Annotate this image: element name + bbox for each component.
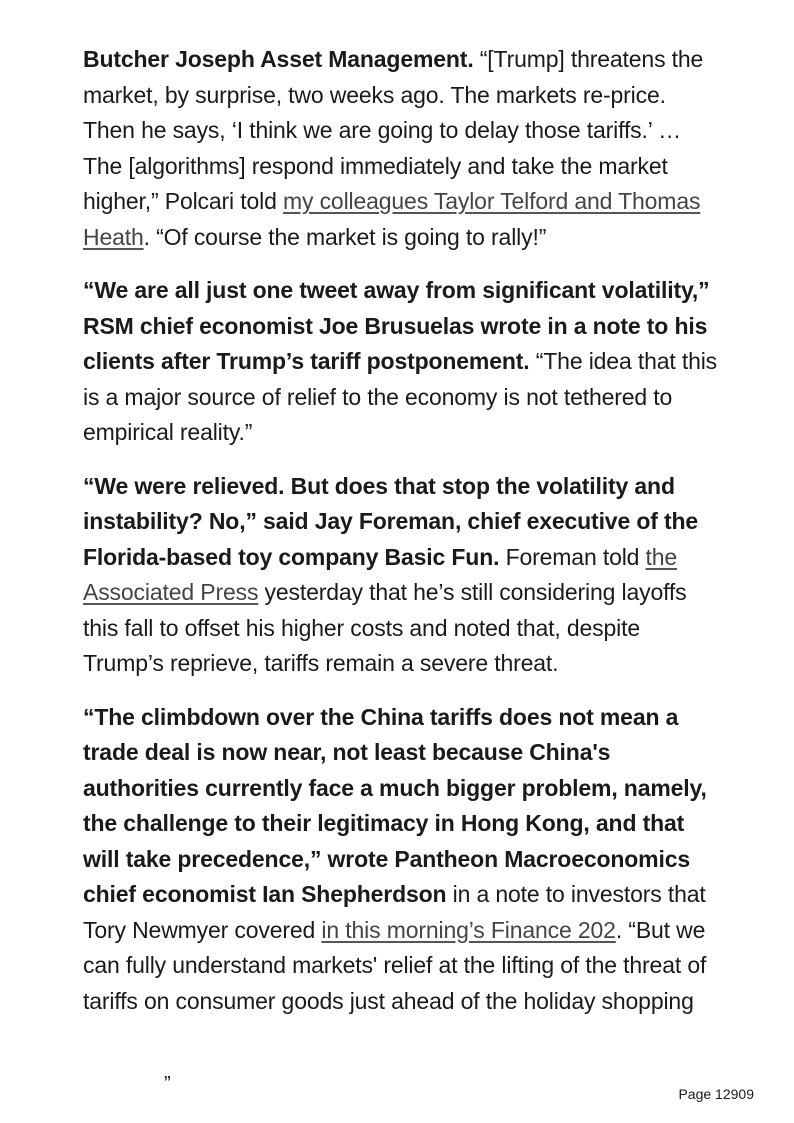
paragraph-lead-bold: Butcher Joseph Asset Management. xyxy=(83,46,474,72)
paragraph-text: yesterday that he’s still considering layoffs this fall to offset his higher costs and noted that, despite Trump’s reprieve, tariffs remain a severe threat. xyxy=(83,579,687,676)
paragraph-lead-bold: “The climbdown over the China tariffs does not mean a trade deal is now near, not least because China's authorities currently face a much bigger problem, namely, the challenge to their legitimacy in Hong Kong, and that will take precedence,” wrote Pantheon Macroeconomics chief economist Ian Shepherdson xyxy=(83,703,707,907)
paragraph-text: in a note to investors that Tory Newmyer covered xyxy=(83,881,706,943)
cutoff-quote-mark: ” xyxy=(164,1073,171,1095)
link-finance-202[interactable]: in this morning’s Finance 202 xyxy=(321,916,616,943)
link-associated-press[interactable]: the Associated Press xyxy=(83,543,678,605)
link-taylor-telford-thomas-heath[interactable]: my colleagues Taylor Telford and Thomas Heath xyxy=(83,188,701,250)
paragraph-text: “[Trump] threatens the market, by surprise, two weeks ago. The markets re-price. Then he says, ‘I think we are going to delay those tariffs.’ … The [algorithms] respond immediately and take the market higher,” Polcari told xyxy=(83,46,704,214)
paragraph-jay-foreman xyxy=(83,469,723,682)
paragraph-text: . “But we can fully understand markets' relief at the lifting of the threat of tariffs on consumer goods just ahead of the holiday shopping xyxy=(83,916,707,1014)
paragraph-text: Foreman told xyxy=(499,543,646,570)
paragraph-rsm-brusuelas xyxy=(83,273,723,451)
paragraph-lead-bold: “We are all just one tweet away from significant volatility,” RSM chief economist Joe Brusuelas wrote in a note to his clients after Trump’s tariff postponement. xyxy=(83,277,710,374)
paragraph-text: “The idea that this is a major source of relief to the economy is not tethered to empirical reality.” xyxy=(83,348,718,445)
paragraph-butcher-joseph xyxy=(83,42,723,255)
paragraph-lead-bold: “We were relieved. But does that stop the volatility and instability? No,” said Jay Foreman, chief executive of the Florida-based toy company Basic Fun. xyxy=(83,472,699,570)
paragraph-text: . “Of course the market is going to rally!” xyxy=(143,223,547,250)
article-body xyxy=(83,42,723,1037)
paragraph-pantheon-shepherdson xyxy=(83,700,723,1020)
page-number: Page 12909 xyxy=(678,1086,754,1102)
